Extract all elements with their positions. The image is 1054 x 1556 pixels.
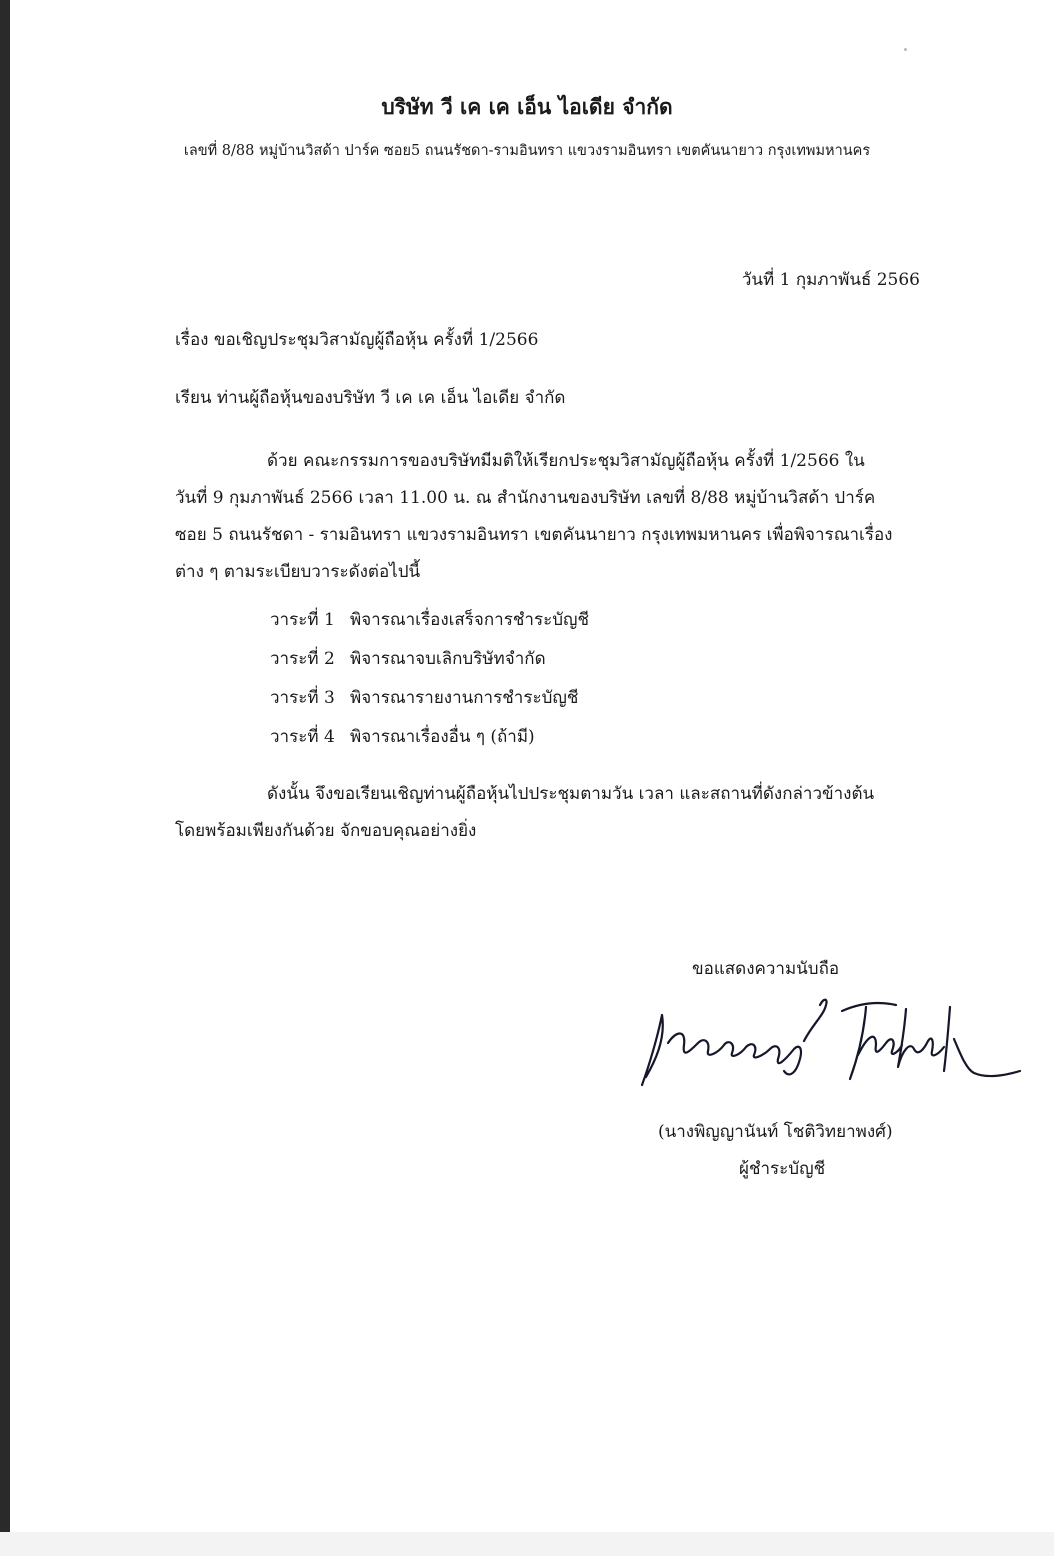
- body-line: ต่าง ๆ ตามระเบียบวาระดังต่อไปนี้: [175, 562, 421, 582]
- agenda-text: พิจารณาเรื่องอื่น ๆ (ถ้ามี): [350, 727, 535, 747]
- agenda-number: วาระที่ 4: [270, 727, 335, 747]
- agenda-item: [270, 718, 589, 757]
- closing-phrase: ขอแสดงความนับถือ: [692, 959, 840, 979]
- letter-date: วันที่ 1 กุมภาพันธ์ 2566: [741, 270, 920, 290]
- agenda-text: พิจารณาเรื่องเสร็จการชำระบัญชี: [350, 610, 590, 630]
- body-line: ดังนั้น จึงขอเรียนเชิญท่านผู้ถือหุ้นไปประชุมตามวัน เวลา และสถานที่ดังกล่าวข้างต้น: [267, 784, 875, 804]
- body-line: ด้วย คณะกรรมการของบริษัทมีมติให้เรียกประชุมวิสามัญผู้ถือหุ้น ครั้งที่ 1/2566 ใน: [267, 451, 865, 471]
- letter-salutation: เรียน ท่านผู้ถือหุ้นของบริษัท วี เค เค เอ็น ไอเดีย จำกัด: [175, 388, 566, 408]
- letter-subject: เรื่อง ขอเชิญประชุมวิสามัญผู้ถือหุ้น ครั้งที่ 1/2566: [175, 330, 539, 350]
- body-line: ซอย 5 ถนนรัชดา - รามอินทรา แขวงรามอินทรา เขตคันนายาว กรุงเทพมหานคร เพื่อพิจารณาเรื่อง: [175, 525, 893, 545]
- body-paragraph-2: [175, 776, 915, 850]
- agenda-list: [270, 601, 589, 757]
- body-paragraph-1: [175, 443, 915, 591]
- agenda-item: [270, 679, 589, 718]
- agenda-text: พิจารณารายงานการชำระบัญชี: [350, 688, 579, 708]
- signer-role: ผู้ชำระบัญชี: [739, 1159, 826, 1179]
- body-line: วันที่ 9 กุมภาพันธ์ 2566 เวลา 11.00 น. ณ สำนักงานของบริษัท เลขที่ 8/88 หมู่บ้านวิสด้า ปาร์ค: [175, 488, 876, 508]
- company-name: บริษัท วี เค เค เอ็น ไอเดีย จำกัด: [381, 94, 673, 119]
- agenda-text: พิจารณาจบเลิกบริษัทจำกัด: [350, 649, 546, 669]
- company-address: เลขที่ 8/88 หมู่บ้านวิสด้า ปาร์ค ซอย5 ถนนรัชดา-รามอินทรา แขวงรามอินทรา เขตคันนายาว กรุงเทพมหานคร: [183, 143, 871, 159]
- body-line: โดยพร้อมเพียงกันด้วย จักขอบคุณอย่างยิ่ง: [175, 821, 477, 841]
- agenda-item: [270, 601, 589, 640]
- agenda-number: วาระที่ 3: [270, 688, 335, 708]
- agenda-number: วาระที่ 1: [270, 610, 335, 630]
- handwritten-signature: [628, 985, 1028, 1095]
- agenda-item: [270, 640, 589, 679]
- signer-name: (นางพิญญานันท์ โชติวิทยาพงศ์): [658, 1122, 893, 1142]
- scan-speck: [904, 48, 907, 51]
- scan-bottom-margin: [0, 1532, 1054, 1556]
- agenda-number: วาระที่ 2: [270, 649, 335, 669]
